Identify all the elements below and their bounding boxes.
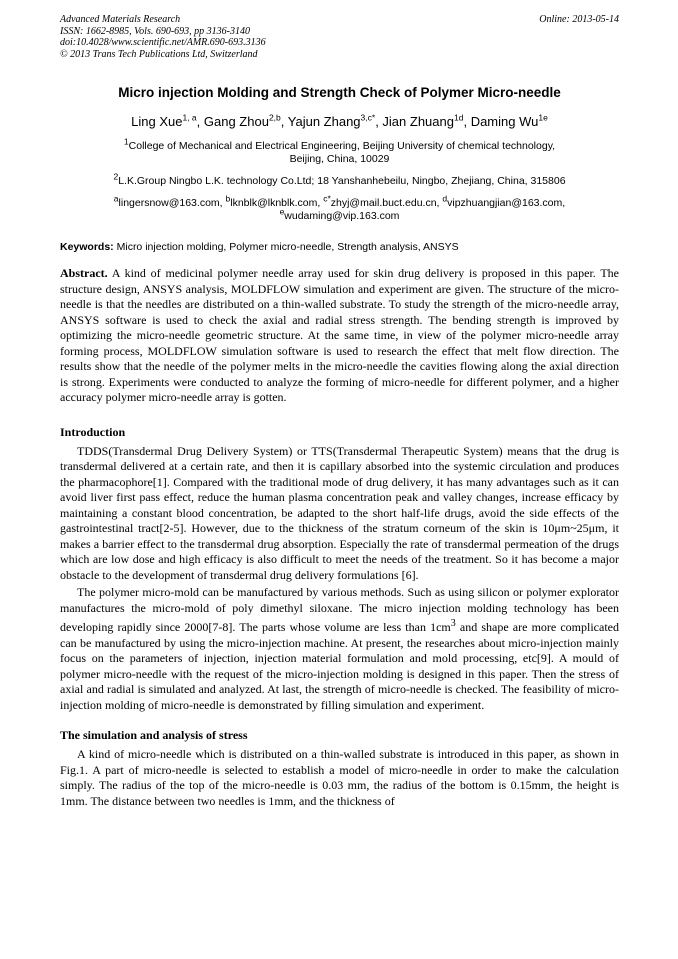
- journal-title: Advanced Materials Research: [60, 14, 181, 25]
- journal-doi-line: doi:10.4028/www.scientific.net/AMR.690-693.3136: [60, 37, 266, 48]
- email-item: [442, 193, 566, 209]
- cubic-cm-superscript: 3: [450, 618, 456, 629]
- affiliation-sup: 1: [123, 136, 129, 147]
- journal-copyright-line: © 2013 Trans Tech Publications Ltd, Switzerland: [60, 48, 258, 60]
- email-sup: a: [113, 193, 119, 204]
- affiliation-1: [60, 136, 619, 166]
- author-sup: 1d: [453, 112, 464, 123]
- abstract-text: A kind of medicinal polymer needle array used for skin drug delivery is proposed in this paper. The structure design, ANSYS analysis, MOLDFLOW simulation and experiment are given. The structure of the micro-needle is that the needles are distributed on a thin-walled substrate. To study the strength of the micro-needle array, ANSYS software is used to check the axial and radial stress strength. The bending strength is improved by optimizing the micro-needle geometric structure. At the same time, in view of the polymer micro-needle array forming process, MOLDFLOW simulation software is used to research the effect that melt flow direction. The results show that the needle of the polymer melts in the micro-needle the cavities flowing along the axial direction is strong. Experiments were conducted to analyze the forming of micro-needle for different polymer, and a higher accuracy polymer micro-needle array is gotten.: [60, 266, 619, 404]
- author-name: Ling Xue: [131, 114, 183, 129]
- email-address: zhyj@mail.buct.edu.cn,: [330, 197, 440, 209]
- introduction-paragraph-1: TDDS(Transdermal Drug Delivery System) or TTS(Transdermal Therapeutic System) means that the drug is transdermal delivered at a certain rate, and then it is capillary absorbed into the systemic circulation and produces the pharmacophore[1]. Compared with the traditional mode of drug delivery, it has many advantages such as it can avoid liver first pass effect, reduce the human plasma concentration peak and valley changes, increase efficacy by maintaining a constant blood concentration, be adapted to the short half-life drugs, avoid the side effects of the gastrointestinal tract[2-5]. However, due to the thickness of the stratum corneum of the skin is 10μm~25μm, it makes a barrier effect to the transdermal drug absorption. Especially the rate of transdermal permeation of the drugs which are low dose and high efficacy is also difficult to meet the needs of the treatment. So it has become a major obstacle to the development of transdermal drug delivery formulations [6].: [60, 443, 619, 582]
- simulation-paragraph-1: A kind of micro-needle which is distributed on a thin-walled substrate is introduced in this paper, as shown in Fig.1. A part of micro-needle is selected to establish a model of micro-needle in order to make the calculation simply. The radius of the top of the micro-needle is 0.03 mm, the radius of the bottom is 0.15mm, the height is 1mm. The distance between two needles is 1mm, and the thickness of: [60, 747, 619, 808]
- email-item: [323, 193, 440, 209]
- author-separator: ,: [280, 114, 288, 129]
- paper-title: Micro injection Molding and Strength Check of Polymer Micro-needle: [118, 85, 561, 100]
- author-emails-line1: [60, 193, 619, 210]
- affiliation-2: [60, 171, 619, 188]
- email-sup: b: [225, 193, 231, 204]
- author-sup: 1, a: [182, 112, 197, 123]
- introduction-paragraph-2: [60, 585, 619, 713]
- author-name: Daming Wu: [470, 114, 539, 129]
- introduction-paragraph-2-text: The polymer micro-mold can be manufactured by various methods. Such as using silicon or polymer explorator manufactures the micro-mold of poly dimethyl siloxane. The micro injection molding technology has been developing rapidly since 2000[7-8]. The parts whose volume are less than 1cm: [60, 585, 619, 634]
- abstract-paragraph: [60, 266, 619, 406]
- keywords-line: [60, 241, 619, 254]
- author-name: Jian Zhuang: [382, 114, 454, 129]
- author-separator: ,: [196, 114, 204, 129]
- affiliation-sup: 2: [113, 171, 119, 182]
- email-sup: d: [442, 193, 448, 204]
- author-sup: 1e: [538, 112, 548, 123]
- author-sup: 3,c*: [360, 112, 376, 123]
- author-emails-line2: [60, 206, 619, 223]
- email-item: [113, 193, 223, 209]
- journal-issn-line: ISSN: 1662-8985, Vols. 690-693, pp 3136-3140: [60, 25, 250, 37]
- introduction-paragraph-2-text: and shape are more complicated can be manufactured by using the micro-injection machine. At present, the researches about micro-injection mainly focus on the parameters of injection, injection material formulation and mold processing, etc[9]. A mould of polymer micro-needle with the request of the micro-injection molding is designed in this paper. Then the stress of axial and radial is simulated and analyzed. At last, the strength of micro-needle is checked. The feasibility of micro-injection molding of micro-needle is demonstrated by filling simulation and experiment.: [60, 620, 619, 712]
- email-sup: c*: [323, 193, 331, 204]
- email-address: vipzhuangjian@163.com,: [447, 197, 566, 209]
- keywords-label: Keywords:: [60, 241, 114, 253]
- section-heading-simulation: The simulation and analysis of stress: [60, 728, 248, 742]
- email-address: wudaming@vip.163.com: [284, 210, 400, 222]
- author-separator: ,: [375, 114, 383, 129]
- author-name: Yajun Zhang: [287, 114, 361, 129]
- email-sup: e: [279, 206, 285, 217]
- email-item: [279, 206, 400, 222]
- email-address: lknblk@lknblk.com,: [230, 197, 321, 209]
- author-sup: 2,b: [268, 112, 281, 123]
- keywords-text: Micro injection molding, Polymer micro-needle, Strength analysis, ANSYS: [116, 241, 459, 253]
- journal-header: [60, 14, 619, 60]
- author-separator: ,: [463, 114, 471, 129]
- section-heading-introduction: Introduction: [60, 424, 126, 439]
- affiliation-text: College of Mechanical and Electrical Engineering, Beijing University of chemical technology,: [128, 140, 556, 152]
- affiliation-text: L.K.Group Ningbo L.K. technology Co.Ltd; 18 Yanshanhebeilu, Ningbo, Zhejiang, China, 315806: [118, 175, 566, 187]
- abstract-label: Abstract.: [60, 266, 108, 280]
- online-date: Online: 2013-05-14: [539, 14, 619, 25]
- email-item: [225, 193, 321, 209]
- affiliation-1-line1: [60, 136, 619, 153]
- author-line: [60, 114, 619, 130]
- affiliation-1-line2: Beijing, China, 10029: [289, 153, 390, 165]
- email-address: lingersnow@163.com,: [118, 197, 223, 209]
- author-name: Gang Zhou: [203, 114, 269, 129]
- journal-info-block: [60, 14, 266, 60]
